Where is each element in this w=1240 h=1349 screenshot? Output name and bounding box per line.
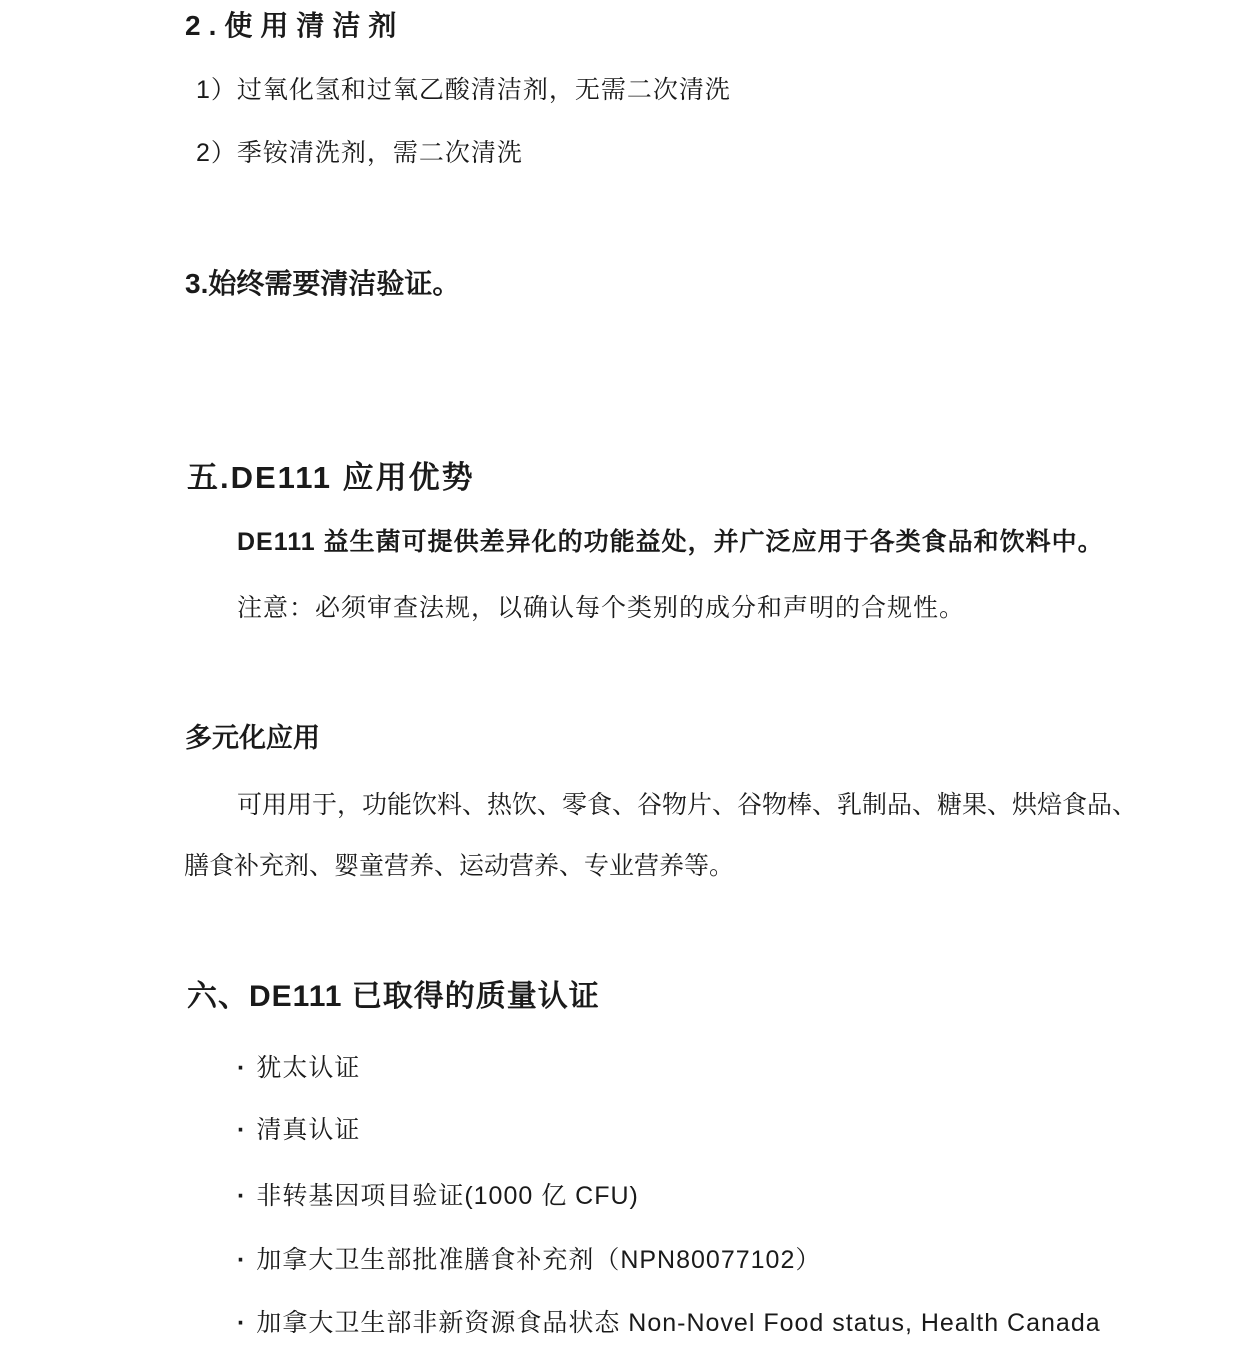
heading-use-cleaners: 2.使用清洁剂 bbox=[185, 10, 405, 41]
cert-item-non-novel-food bbox=[237, 1308, 1101, 1339]
applications-text-line2: 膳食补充剂、婴童营养、运动营养、专业营养等。 bbox=[184, 852, 735, 880]
cert-item-text: 非转基因项目验证(1000 亿 CFU) bbox=[256, 1182, 639, 1210]
list-item-quaternary-cleaner: 2）季铵清洗剂，需二次清洗 bbox=[196, 139, 523, 167]
section5-note: 注意：必须审查法规，以确认每个类别的成分和声明的合规性。 bbox=[237, 594, 966, 622]
list-item-peroxide-cleaner: 1）过氧化氢和过氧乙酸清洁剂，无需二次清洗 bbox=[196, 76, 731, 104]
bullet-dot-icon: · bbox=[237, 1054, 247, 1082]
cert-item-text: 加拿大卫生部批准膳食补充剂（NPN80077102） bbox=[256, 1246, 822, 1274]
bullet-dot-icon: · bbox=[237, 1309, 247, 1337]
cert-item-health-canada-npn bbox=[237, 1245, 821, 1276]
bullet-dot-icon: · bbox=[237, 1116, 247, 1144]
section5-intro: DE111 益生菌可提供差异化的功能益处，并广泛应用于各类食品和饮料中。 bbox=[237, 528, 1104, 556]
cert-item-kosher bbox=[237, 1053, 360, 1084]
section5-title: 五.DE111 应用优势 bbox=[187, 460, 475, 495]
section6-title: 六、DE111 已取得的质量认证 bbox=[187, 980, 600, 1013]
cert-item-text: 清真认证 bbox=[256, 1116, 361, 1144]
cert-item-halal bbox=[237, 1115, 360, 1146]
cert-item-non-gmo bbox=[237, 1181, 639, 1212]
subheading-diverse-applications: 多元化应用 bbox=[185, 723, 320, 753]
heading-cleaning-validation: 3.始终需要清洁验证。 bbox=[185, 268, 461, 299]
cert-item-text: 犹太认证 bbox=[256, 1054, 361, 1082]
bullet-dot-icon: · bbox=[237, 1246, 247, 1274]
bullet-dot-icon: · bbox=[237, 1182, 247, 1210]
applications-text-line1: 可用用于，功能饮料、热饮、零食、谷物片、谷物棒、乳制品、糖果、烘焙食品、 bbox=[237, 791, 1138, 819]
cert-item-text: 加拿大卫生部非新资源食品状态 Non-Novel Food status, Health Canada bbox=[256, 1309, 1101, 1337]
